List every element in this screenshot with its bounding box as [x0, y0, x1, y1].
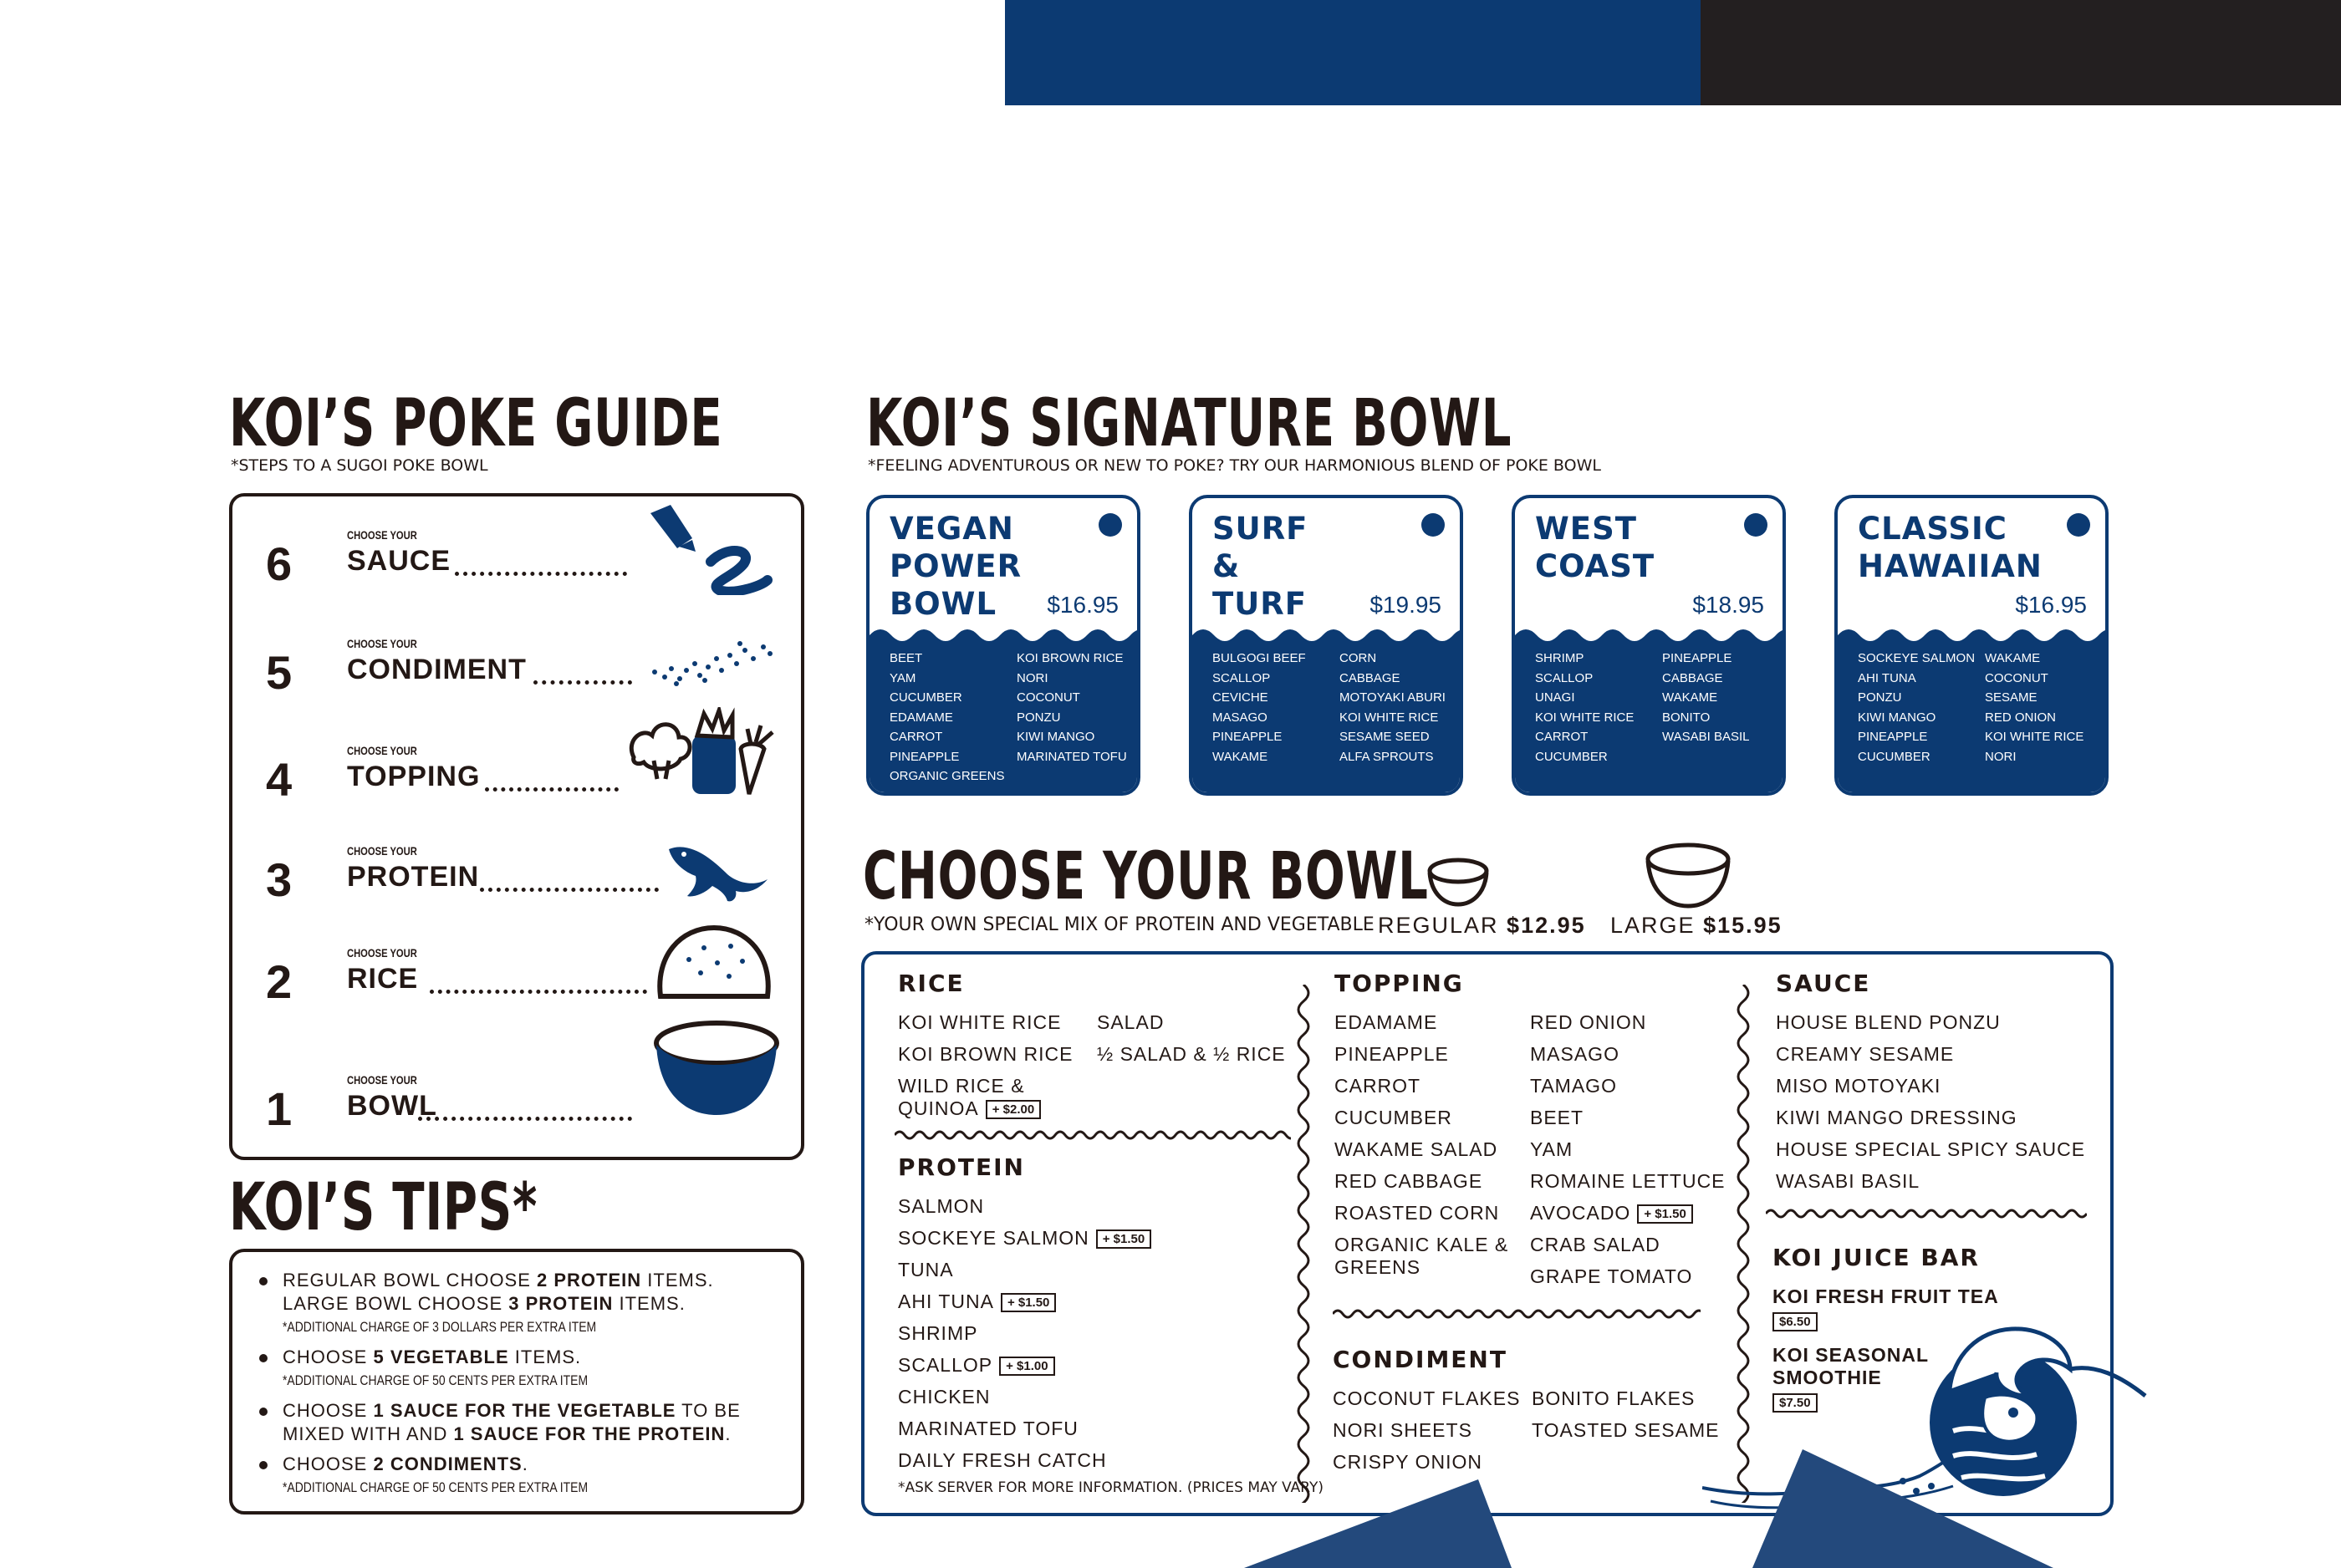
poke-guide-title: KOI’S POKE GUIDE	[229, 386, 723, 461]
protein-note: *ASK SERVER FOR MORE INFORMATION. (PRICES MAY VARY)	[898, 1479, 1324, 1496]
tips-title: KOI’S TIPS*	[229, 1170, 538, 1245]
tip-item-1: REGULAR BOWL CHOOSE 2 PROTEIN ITEMS. LARGE BOWL CHOOSE 3 PROTEIN ITEMS. *ADDITIONAL CHARGE OF 3 DOLLARS PER EXTRA ITEM	[283, 1269, 768, 1339]
ingredient: WASABI BASIL	[1662, 730, 1750, 744]
extra-charge-badge: + $1.50	[1001, 1293, 1056, 1312]
list-item: BEET	[1530, 1107, 1584, 1128]
list-item: PINEAPPLE	[1334, 1043, 1449, 1065]
guide-step-protein: 3 CHOOSE YOUR PROTEIN	[266, 837, 776, 904]
guide-step-rice: 2 CHOOSE YOUR RICE	[266, 939, 776, 1006]
list-item: SCALLOP + $1.00	[898, 1349, 1151, 1381]
list-item: YAM	[1530, 1138, 1573, 1160]
ingredient: CORN	[1339, 651, 1377, 665]
list-item: TOASTED SESAME	[1532, 1419, 1720, 1441]
list-item: SALMON	[898, 1195, 985, 1217]
ingredient: ALFA SPROUTS	[1339, 749, 1434, 764]
rice-list-2	[1097, 1006, 1286, 1070]
ingredient: SHRIMP	[1535, 651, 1584, 665]
signature-subtitle: *FEELING ADVENTUROUS OR NEW TO POKE? TRY OUR HARMONIOUS BLEND OF POKE BOWL	[868, 456, 1601, 475]
wavy-divider-rice	[895, 1127, 1291, 1143]
list-item: MARINATED TOFU	[898, 1418, 1079, 1439]
condiment-list-2	[1532, 1382, 1719, 1446]
ingredient: PINEAPPLE	[1858, 730, 1928, 744]
ingredient-list	[1858, 649, 1975, 766]
bowl-name: VEGAN POWER BOWL	[890, 511, 1023, 622]
ingredient: WAKAME	[1985, 651, 2041, 665]
bowl-price: $16.95	[1047, 592, 1119, 618]
decor-triangle-right	[1752, 1449, 2053, 1568]
list-item: ROASTED CORN	[1334, 1202, 1500, 1224]
ingredient: KOI WHITE RICE	[1339, 710, 1439, 725]
poke-guide-subtitle: *STEPS TO A SUGOI POKE BOWL	[231, 456, 488, 475]
list-item: TUNA	[898, 1259, 954, 1280]
signature-bowl-card	[1834, 495, 2109, 796]
tip-item-4: CHOOSE 2 CONDIMENTS. *ADDITIONAL CHARGE OF 50 CENTS PER EXTRA ITEM	[283, 1453, 768, 1499]
card-dot	[1744, 513, 1767, 537]
ingredient: KIWI MANGO	[1017, 730, 1095, 744]
list-item: KIWI MANGO DRESSING	[1776, 1107, 2017, 1128]
ingredient: BONITO	[1662, 710, 1711, 725]
topping-list-2	[1530, 1006, 1726, 1292]
vegetables-icon	[625, 707, 784, 799]
wavy-divider-topping	[1333, 1306, 1701, 1322]
ingredient-list	[1339, 649, 1446, 766]
wavy-divider-1	[1291, 985, 1316, 1503]
tips-box	[229, 1249, 804, 1515]
ingredient: PONZU	[1858, 690, 1902, 705]
card-dot	[1099, 513, 1122, 537]
condiment-list-1	[1333, 1382, 1520, 1478]
ingredient: RED ONION	[1985, 710, 2057, 725]
ingredient: MARINATED TOFU	[1017, 749, 1127, 764]
list-item: WAKAME SALAD	[1334, 1138, 1498, 1160]
condiment-heading: CONDIMENT	[1333, 1346, 1507, 1373]
list-item: COCONUT FLAKES	[1333, 1387, 1521, 1409]
decor-triangle-left	[1244, 1479, 1512, 1568]
ingredient: PINEAPPLE	[1662, 651, 1732, 665]
bowl-price: $19.95	[1369, 592, 1441, 618]
list-item: HOUSE BLEND PONZU	[1776, 1011, 2001, 1033]
guide-step-condiment: 5 CHOOSE YOUR CONDIMENT	[266, 630, 776, 697]
ingredient-list	[1017, 649, 1127, 766]
ingredient: MASAGO	[1212, 710, 1267, 725]
guide-step-bowl: 1 CHOOSE YOUR BOWL	[266, 1067, 776, 1133]
ingredient: SESAME	[1985, 690, 2038, 705]
poke-guide-box	[229, 493, 804, 1160]
tip-item-2: CHOOSE 5 VEGETABLE ITEMS. *ADDITIONAL CHARGE OF 50 CENTS PER EXTRA ITEM	[283, 1346, 768, 1392]
sauce-bottle-icon	[627, 503, 778, 595]
bowl-name: CLASSIC HAWAIIAN	[1858, 511, 2043, 584]
list-item: EDAMAME	[1334, 1011, 1438, 1033]
ingredient: YAM	[890, 670, 916, 685]
ingredient: CARROT	[890, 730, 943, 744]
fish-icon	[664, 837, 773, 904]
list-item: GREENS	[1334, 1256, 1421, 1278]
list-item: BONITO FLAKES	[1532, 1387, 1696, 1409]
ingredient-list	[1212, 649, 1306, 766]
ingredient-list	[890, 649, 1005, 787]
signature-bowl-card	[1512, 495, 1786, 796]
wavy-divider-sauce	[1766, 1205, 2087, 1222]
list-item: GRAPE TOMATO	[1530, 1265, 1693, 1287]
top-navy-bar	[1005, 0, 1701, 105]
topping-heading: TOPPING	[1334, 970, 1464, 997]
regular-bowl-icon	[1426, 856, 1490, 908]
list-item: MASAGO	[1530, 1043, 1619, 1065]
signature-bowl-card	[866, 495, 1140, 796]
ingredient: CARROT	[1535, 730, 1589, 744]
ingredient: AHI TUNA	[1858, 670, 1916, 685]
ingredient: UNAGI	[1535, 690, 1575, 705]
ingredient: SCALLOP	[1535, 670, 1594, 685]
ingredient-list	[1535, 649, 1634, 766]
list-item: WILD RICE &	[898, 1075, 1025, 1097]
sauce-heading: SAUCE	[1776, 970, 1871, 997]
list-item: CRAB SALAD	[1530, 1234, 1660, 1255]
bowl-price: $16.95	[2015, 592, 2087, 618]
list-item: ORGANIC KALE &	[1334, 1234, 1509, 1255]
topping-list-1	[1334, 1006, 1508, 1283]
card-dot	[2067, 513, 2090, 537]
regular-size: REGULAR $12.95	[1378, 913, 1586, 938]
bowl-name: SURF & TURF	[1212, 511, 1308, 622]
rice-list-1	[898, 1006, 1074, 1124]
ingredient: COCONUT	[1985, 670, 2048, 685]
list-item: KOI WHITE RICE	[898, 1011, 1062, 1033]
bowl-name: WEST COAST	[1535, 511, 1655, 584]
list-item: CARROT	[1334, 1075, 1421, 1097]
ingredient: KOI WHITE RICE	[1535, 710, 1635, 725]
ingredient: PONZU	[1017, 710, 1061, 725]
list-item: CUCUMBER	[1334, 1107, 1452, 1128]
signature-bowl-card	[1189, 495, 1463, 796]
large-bowl-icon	[1644, 841, 1732, 909]
ingredient: COCONUT	[1017, 690, 1080, 705]
sauce-list	[1776, 1006, 2085, 1197]
ingredient: BEET	[890, 651, 923, 665]
list-item: QUINOA + $2.00	[898, 1092, 1074, 1124]
list-item: RED CABBAGE	[1334, 1170, 1483, 1192]
list-item: AHI TUNA + $1.50	[898, 1285, 1151, 1317]
ingredient: ORGANIC GREENS	[890, 769, 1005, 783]
list-item: CREAMY SESAME	[1776, 1043, 1955, 1065]
list-item: CRISPY ONION	[1333, 1451, 1482, 1473]
list-item: SALAD	[1097, 1011, 1165, 1033]
ingredient: SESAME SEED	[1339, 730, 1430, 744]
ingredient: BULGOGI BEEF	[1212, 651, 1306, 665]
top-black-bar	[1701, 0, 2341, 105]
list-item: DAILY FRESH CATCH	[898, 1449, 1107, 1471]
ingredient: WAKAME	[1212, 749, 1268, 764]
list-item: AVOCADO + $1.50	[1530, 1197, 1726, 1229]
ingredient: MOTOYAKI ABURI	[1339, 690, 1446, 705]
list-item: ROMAINE LETTUCE	[1530, 1170, 1726, 1192]
rice-mound-icon	[655, 923, 773, 1006]
tip-item-3: CHOOSE 1 SAUCE FOR THE VEGETABLE TO BE MIXED WITH AND 1 SAUCE FOR THE PROTEIN.	[283, 1399, 768, 1446]
ingredient-list	[1985, 649, 2083, 766]
ingredient: WAKAME	[1662, 690, 1718, 705]
ingredient: KIWI MANGO	[1858, 710, 1936, 725]
ingredient: PINEAPPLE	[890, 749, 960, 764]
extra-charge-badge: + $1.00	[999, 1357, 1054, 1376]
choose-subtitle: *YOUR OWN SPECIAL MIX OF PROTEIN AND VEGETABLE	[864, 914, 1375, 935]
list-item: NORI SHEETS	[1333, 1419, 1472, 1441]
ingredient: SCALLOP	[1212, 670, 1271, 685]
protein-heading: PROTEIN	[898, 1153, 1025, 1181]
ingredient: CABBAGE	[1339, 670, 1400, 685]
protein-list	[898, 1190, 1151, 1476]
bowl-price: $18.95	[1692, 592, 1764, 618]
ingredient: NORI	[1985, 749, 2017, 764]
ingredient: PINEAPPLE	[1212, 730, 1283, 744]
ingredient: SOCKEYE SALMON	[1858, 651, 1976, 665]
list-item: HOUSE SPECIAL SPICY SAUCE	[1776, 1138, 2086, 1160]
ingredient: CABBAGE	[1662, 670, 1723, 685]
choose-title: CHOOSE YOUR BOWL	[863, 839, 1429, 914]
juice-item-smoothie: KOI SEASONAL SMOOTHIE $7.50	[1772, 1344, 1929, 1413]
ingredient: CUCUMBER	[1858, 749, 1930, 764]
ingredient-list	[1662, 649, 1749, 747]
extra-charge-badge: + $1.50	[1096, 1229, 1151, 1249]
list-item: MISO MOTOYAKI	[1776, 1075, 1941, 1097]
guide-step-sauce: 6 CHOOSE YOUR SAUCE	[266, 522, 776, 588]
guide-step-topping: 4 CHOOSE YOUR TOPPING	[266, 737, 776, 804]
list-item: RED ONION	[1530, 1011, 1647, 1033]
ingredient: KOI WHITE RICE	[1985, 730, 2084, 744]
ingredient: KOI BROWN RICE	[1017, 651, 1124, 665]
sprinkles-icon	[646, 639, 780, 689]
rice-heading: RICE	[898, 970, 965, 997]
large-size: LARGE $15.95	[1610, 913, 1783, 938]
list-item: SHRIMP	[898, 1322, 978, 1344]
bowl-icon	[652, 1018, 781, 1118]
ingredient: NORI	[1017, 670, 1048, 685]
juice-item-tea: KOI FRESH FRUIT TEA $6.50	[1772, 1285, 1999, 1331]
list-item: KOI BROWN RICE	[898, 1043, 1074, 1065]
list-item: ½ SALAD & ½ RICE	[1097, 1043, 1286, 1065]
card-dot	[1421, 513, 1445, 537]
list-item: WASABI BASIL	[1776, 1170, 1920, 1192]
list-item: CHICKEN	[898, 1386, 991, 1408]
ingredient: CEVICHE	[1212, 690, 1268, 705]
ingredient: CUCUMBER	[890, 690, 962, 705]
signature-title: KOI’S SIGNATURE BOWL	[866, 386, 1512, 461]
list-item: SOCKEYE SALMON + $1.50	[898, 1222, 1151, 1254]
list-item: TAMAGO	[1530, 1075, 1617, 1097]
juice-bar-heading: KOI JUICE BAR	[1772, 1244, 1980, 1271]
ingredient: CUCUMBER	[1535, 749, 1608, 764]
ingredient: EDAMAME	[890, 710, 953, 725]
